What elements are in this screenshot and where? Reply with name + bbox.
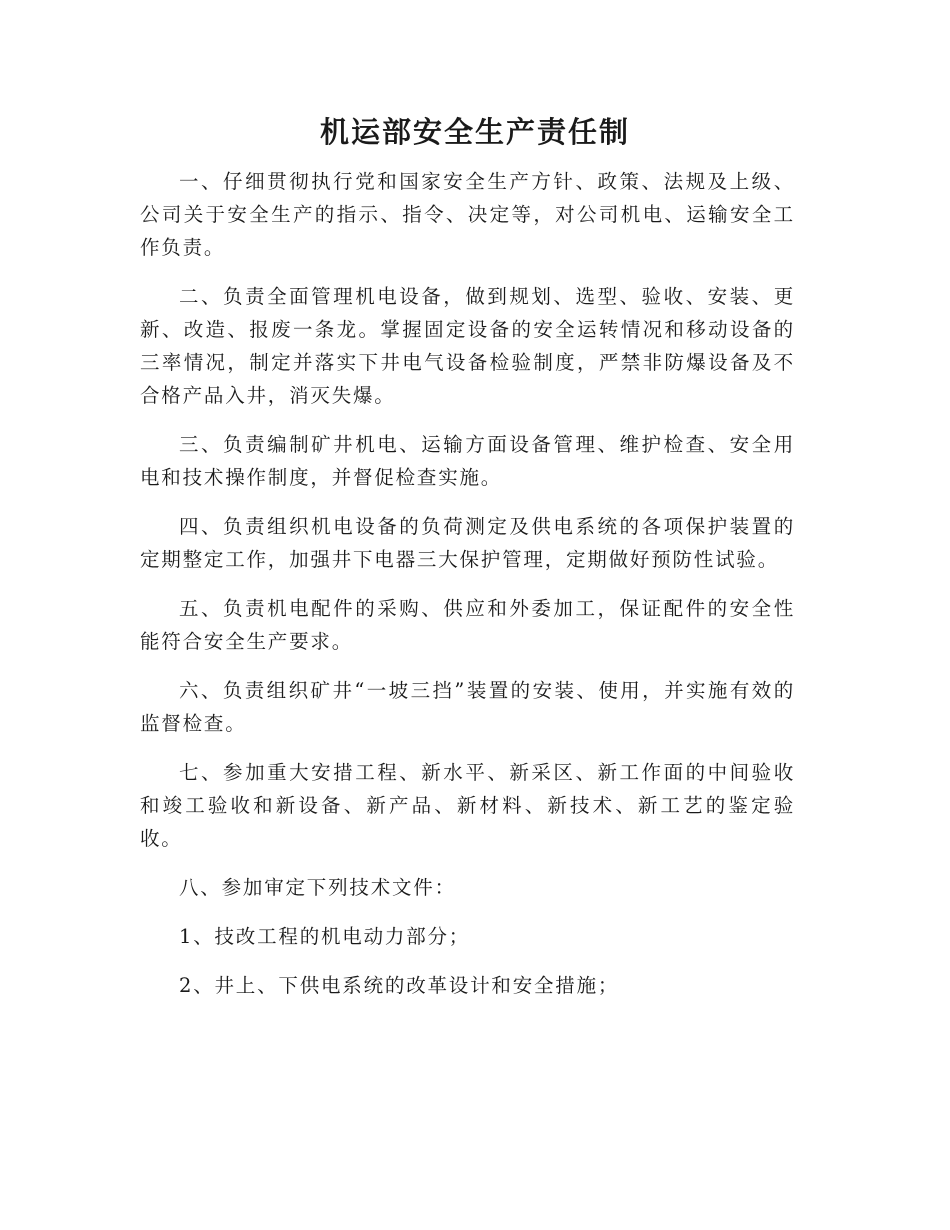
paragraph-6: 六、负责组织矿井“一坡三挡”装置的安装、使用，并实施有效的监督检查。	[140, 679, 795, 735]
paragraph-7: 七、参加重大安措工程、新水平、新采区、新工作面的中间验收和竣工验收和新设备、新产品、新材料、新技术、新工艺的鉴定验收。	[140, 761, 795, 850]
list-item-1: 1、技改工程的机电动力部分；	[179, 925, 471, 948]
document-title: 机运部安全生产责任制	[319, 115, 630, 149]
list-item-2: 2、井上、下供电系统的改革设计和安全措施；	[179, 974, 620, 997]
paragraph-3: 三、负责编制矿井机电、运输方面设备管理、维护检查、安全用电和技术操作制度，并督促检查实施。	[140, 433, 795, 489]
paragraph-8: 八、参加审定下列技术文件：	[179, 876, 456, 899]
paragraph-1: 一、仔细贯彻执行党和国家安全生产方针、政策、法规及上级、公司关于安全生产的指示、指令、决定等，对公司机电、运输安全工作负责。	[140, 170, 795, 259]
document-body	[140, 165, 795, 1018]
paragraph-2: 二、负责全面管理机电设备，做到规划、选型、验收、安装、更新、改造、报废一条龙。掌握固定设备的安全运转情况和移动设备的三率情况，制定并落实下井电气设备检验制度，严禁非防爆设备及不合格产品入井，消灭失爆。	[140, 285, 795, 407]
paragraph-4: 四、负责组织机电设备的负荷测定及供电系统的各项保护装置的定期整定工作，加强井下电器三大保护管理，定期做好预防性试验。	[140, 515, 795, 571]
paragraph-5: 五、负责机电配件的采购、供应和外委加工，保证配件的安全性能符合安全生产要求。	[140, 597, 795, 653]
